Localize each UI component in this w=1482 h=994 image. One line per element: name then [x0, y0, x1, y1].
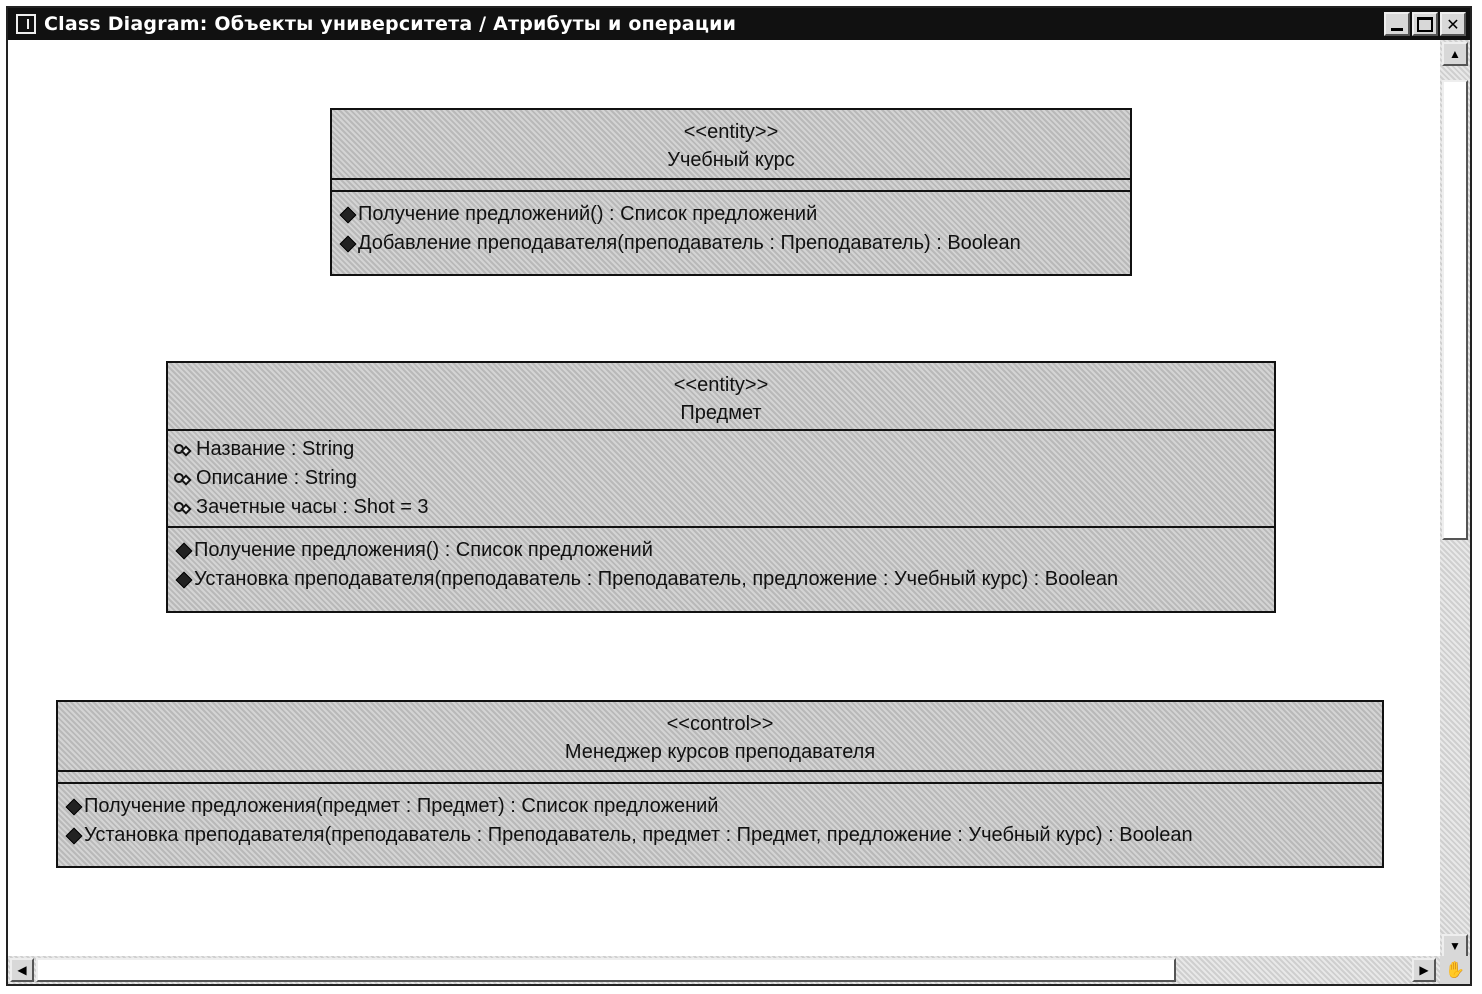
- attribute-text: Описание : String: [196, 467, 357, 489]
- operations-compartment: [332, 192, 1130, 264]
- attribute-icon: [174, 500, 192, 516]
- operations-compartment: [58, 784, 1382, 856]
- maximize-button[interactable]: [1412, 12, 1438, 36]
- class-menedzher-kursov[interactable]: [56, 700, 1384, 868]
- operation-icon: [176, 571, 193, 588]
- diagram-icon[interactable]: [16, 14, 36, 34]
- diagram-window: [6, 6, 1472, 986]
- attribute-text: Зачетные часы : Shot = 3: [196, 496, 429, 518]
- attribute-icon: [174, 442, 192, 458]
- attributes-compartment: [168, 431, 1274, 528]
- operation-icon: [66, 827, 83, 844]
- operation-icon: [340, 206, 357, 223]
- operation-text: Добавление преподавателя(преподаватель : Преподаватель) : Boolean: [358, 232, 1021, 254]
- operation-row[interactable]: [64, 792, 1376, 821]
- operation-row[interactable]: [174, 565, 1268, 594]
- title-bar[interactable]: [8, 8, 1470, 40]
- class-name: Учебный курс: [667, 149, 795, 171]
- class-uchebny-kurs[interactable]: [330, 108, 1132, 276]
- horizontal-scrollbar[interactable]: [8, 956, 1440, 984]
- attribute-row[interactable]: [174, 464, 1268, 493]
- class-name: Предмет: [680, 402, 762, 424]
- scroll-right-arrow-icon[interactable]: ▶: [1412, 958, 1436, 982]
- minimize-button[interactable]: [1384, 12, 1410, 36]
- scroll-up-arrow-icon[interactable]: ▲: [1442, 42, 1468, 66]
- window-controls: [1384, 12, 1466, 36]
- vertical-scrollbar[interactable]: [1440, 40, 1470, 960]
- hand-tool-icon[interactable]: ✋: [1440, 956, 1470, 984]
- operation-icon: [340, 235, 357, 252]
- operation-row[interactable]: [338, 229, 1124, 258]
- class-header: [332, 110, 1130, 180]
- operation-row[interactable]: [174, 536, 1268, 565]
- operation-text: Получение предложений() : Список предложений: [358, 203, 818, 225]
- scroll-left-arrow-icon[interactable]: ◀: [10, 958, 34, 982]
- attribute-text: Название : String: [196, 438, 355, 460]
- class-stereotype: <<control>>: [666, 713, 774, 735]
- horizontal-scroll-thumb[interactable]: [36, 958, 1176, 982]
- class-name: Менеджер курсов преподавателя: [564, 741, 876, 763]
- diagram-canvas[interactable]: [8, 40, 1440, 960]
- attributes-compartment: [58, 772, 1382, 784]
- attributes-compartment: [332, 180, 1130, 192]
- operation-text: Получение предложения(предмет : Предмет) : Список предложений: [84, 795, 719, 817]
- scroll-down-arrow-icon[interactable]: ▼: [1442, 934, 1468, 958]
- class-predmet[interactable]: [166, 361, 1276, 613]
- class-stereotype: <<entity>>: [683, 121, 779, 143]
- operation-row[interactable]: [338, 200, 1124, 229]
- class-header: [168, 363, 1274, 431]
- attribute-row[interactable]: [174, 435, 1268, 464]
- operation-text: Установка преподавателя(преподаватель : Преподаватель, предмет : Предмет, предложение : Учебный курс) : Boolean: [84, 824, 1193, 846]
- class-stereotype: <<entity>>: [673, 374, 769, 396]
- operation-icon: [176, 542, 193, 559]
- attribute-row[interactable]: [174, 493, 1268, 522]
- close-button[interactable]: ✕: [1440, 12, 1466, 36]
- vertical-scroll-thumb[interactable]: [1442, 80, 1468, 540]
- class-header: [58, 702, 1382, 772]
- operations-compartment: [168, 528, 1274, 600]
- window-title: Class Diagram: Объекты университета / Атрибуты и операции: [44, 13, 737, 35]
- attribute-icon: [174, 471, 192, 487]
- operation-text: Получение предложения() : Список предложений: [194, 539, 653, 561]
- operation-text: Установка преподавателя(преподаватель : Преподаватель, предложение : Учебный курс) : Boolean: [194, 568, 1119, 590]
- operation-icon: [66, 798, 83, 815]
- operation-row[interactable]: [64, 821, 1376, 850]
